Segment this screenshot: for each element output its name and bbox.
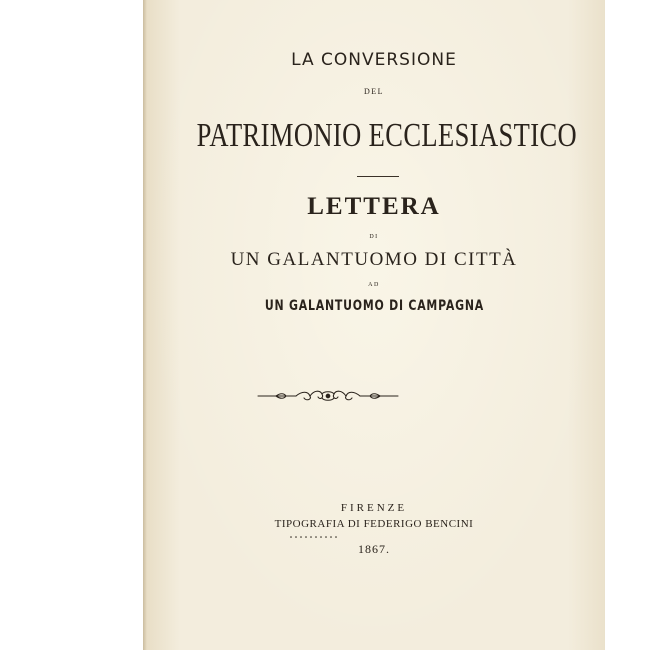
title-line-galantuomo-campagna-text: UN GALANTUOMO DI CAMPAGNA xyxy=(264,298,484,314)
imprint-year: 1867. xyxy=(358,542,390,556)
imprint-city: FIRENZE xyxy=(340,502,408,514)
title-divider-rule xyxy=(357,176,399,177)
main-title-text: PATRIMONIO ECCLESIASTICO xyxy=(196,117,578,154)
title-line-galantuomo-campagna xyxy=(143,298,605,314)
imprint-printer: TIPOGRAFIA DI FEDERIGO BENCINI xyxy=(274,518,474,530)
title-line-di: DI xyxy=(369,234,379,240)
main-title xyxy=(143,117,605,155)
title-line-la-conversione: LA CONVERSIONE xyxy=(291,50,457,70)
scroll-ornament-icon xyxy=(256,388,400,404)
subtitle-lettera: LETTERA xyxy=(307,193,441,220)
title-line-del: DEL xyxy=(363,87,385,96)
title-line-ad: AD xyxy=(368,282,380,288)
title-line-galantuomo-citta: UN GALANTUOMO DI CITTÀ xyxy=(230,249,518,270)
dotted-divider xyxy=(285,535,345,539)
